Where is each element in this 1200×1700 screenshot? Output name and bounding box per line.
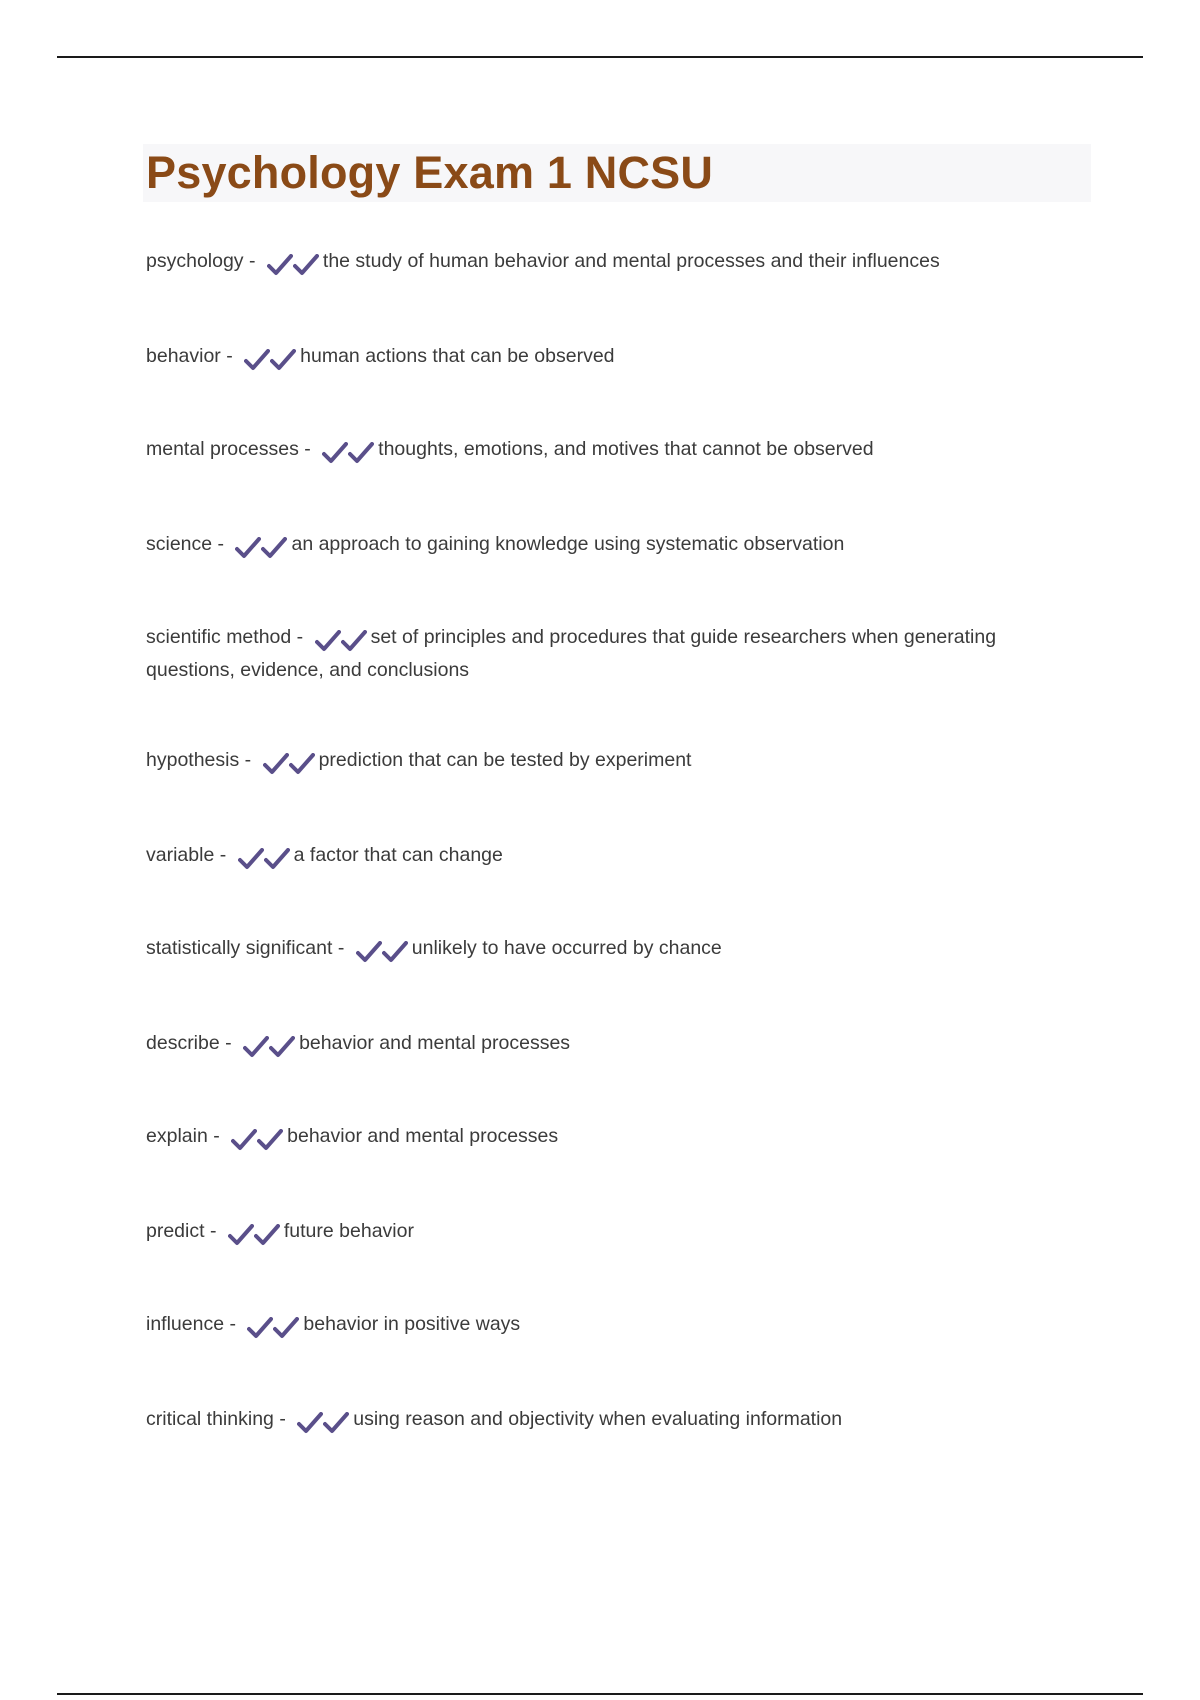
list-item xyxy=(146,434,1046,467)
term: explain xyxy=(146,1125,208,1147)
check-icon xyxy=(263,753,289,775)
definition: behavior and mental processes xyxy=(287,1125,559,1147)
definition: an approach to gaining knowledge using systematic observation xyxy=(291,533,845,555)
check-icon xyxy=(356,941,382,963)
page-title: Psychology Exam 1 NCSU xyxy=(146,147,714,198)
check-icon xyxy=(323,1412,349,1434)
check-icons xyxy=(238,843,290,873)
check-icons xyxy=(231,1124,283,1154)
separator: - xyxy=(226,345,233,367)
term: science xyxy=(146,533,213,555)
separator: - xyxy=(229,1313,236,1335)
check-icon xyxy=(289,753,315,775)
check-icon xyxy=(382,941,408,963)
separator: - xyxy=(304,438,311,460)
list-item xyxy=(146,341,1046,374)
list-item xyxy=(146,1121,1046,1154)
list-item xyxy=(146,1309,1046,1342)
definition: behavior and mental processes xyxy=(299,1032,571,1054)
list-item xyxy=(146,745,1046,778)
check-icons xyxy=(247,1312,299,1342)
check-icon xyxy=(261,537,287,559)
separator: - xyxy=(337,937,345,959)
separator: - xyxy=(217,533,225,555)
check-icons xyxy=(244,344,296,374)
definition: human actions that can be observed xyxy=(300,345,615,367)
term: mental processes xyxy=(146,438,299,460)
definition: set of principles and procedures that guide researchers when generating questions, evidence, and conclusions xyxy=(146,626,997,681)
check-icon xyxy=(257,1129,283,1151)
separator: - xyxy=(279,1408,286,1430)
check-icon xyxy=(341,630,367,652)
term: scientific method xyxy=(146,626,292,648)
list-item xyxy=(146,1216,1046,1249)
term: describe xyxy=(146,1032,220,1054)
check-icon xyxy=(264,848,290,870)
term: critical thinking xyxy=(146,1408,274,1430)
term: psychology xyxy=(146,250,244,272)
separator: - xyxy=(244,749,252,771)
check-icon xyxy=(270,349,296,371)
definition: prediction that can be tested by experiment xyxy=(318,749,692,771)
check-icon xyxy=(297,1412,323,1434)
check-icons xyxy=(228,1219,280,1249)
term: behavior xyxy=(146,345,221,367)
list-item xyxy=(146,622,1046,685)
separator: - xyxy=(209,1220,217,1242)
separator: - xyxy=(296,626,304,648)
definition: unlikely to have occurred by chance xyxy=(411,937,722,959)
check-icon xyxy=(235,537,261,559)
list-item xyxy=(146,840,1046,873)
check-icons xyxy=(263,748,315,778)
check-icon xyxy=(293,254,319,276)
definition: using reason and objectivity when evaluating information xyxy=(353,1408,843,1430)
list-item xyxy=(146,246,1046,279)
term: hypothesis xyxy=(146,749,240,771)
definition: thoughts, emotions, and motives that cannot be observed xyxy=(378,438,874,460)
check-icon xyxy=(322,442,348,464)
check-icon xyxy=(315,630,341,652)
check-icon xyxy=(267,254,293,276)
check-icon xyxy=(348,442,374,464)
title-banner xyxy=(143,144,1091,202)
check-icons xyxy=(322,437,374,467)
separator: - xyxy=(225,1032,232,1054)
check-icon xyxy=(247,1317,273,1339)
list-item xyxy=(146,1404,1046,1437)
check-icon xyxy=(228,1224,254,1246)
definition: the study of human behavior and mental processes and their influences xyxy=(322,250,940,272)
list-item xyxy=(146,529,1046,562)
definition: future behavior xyxy=(283,1220,414,1242)
term: variable xyxy=(146,844,215,866)
check-icon xyxy=(231,1129,257,1151)
check-icons xyxy=(315,625,367,655)
top-rule xyxy=(57,56,1143,58)
list-item xyxy=(146,933,1046,966)
term: predict xyxy=(146,1220,205,1242)
separator: - xyxy=(213,1125,220,1147)
term: influence xyxy=(146,1313,225,1335)
list-item xyxy=(146,1028,1046,1061)
check-icon xyxy=(269,1036,295,1058)
check-icons xyxy=(297,1407,349,1437)
check-icons xyxy=(267,249,319,279)
check-icons xyxy=(243,1031,295,1061)
check-icon xyxy=(238,848,264,870)
check-icon xyxy=(254,1224,280,1246)
check-icon xyxy=(273,1317,299,1339)
definition: a factor that can change xyxy=(293,844,503,866)
check-icons xyxy=(356,936,408,966)
check-icons xyxy=(235,532,287,562)
separator: - xyxy=(219,844,227,866)
definition: behavior in positive ways xyxy=(303,1313,521,1335)
separator: - xyxy=(248,250,256,272)
check-icon xyxy=(243,1036,269,1058)
check-icon xyxy=(244,349,270,371)
term: statistically significant xyxy=(146,937,333,959)
bottom-rule xyxy=(57,1693,1143,1695)
